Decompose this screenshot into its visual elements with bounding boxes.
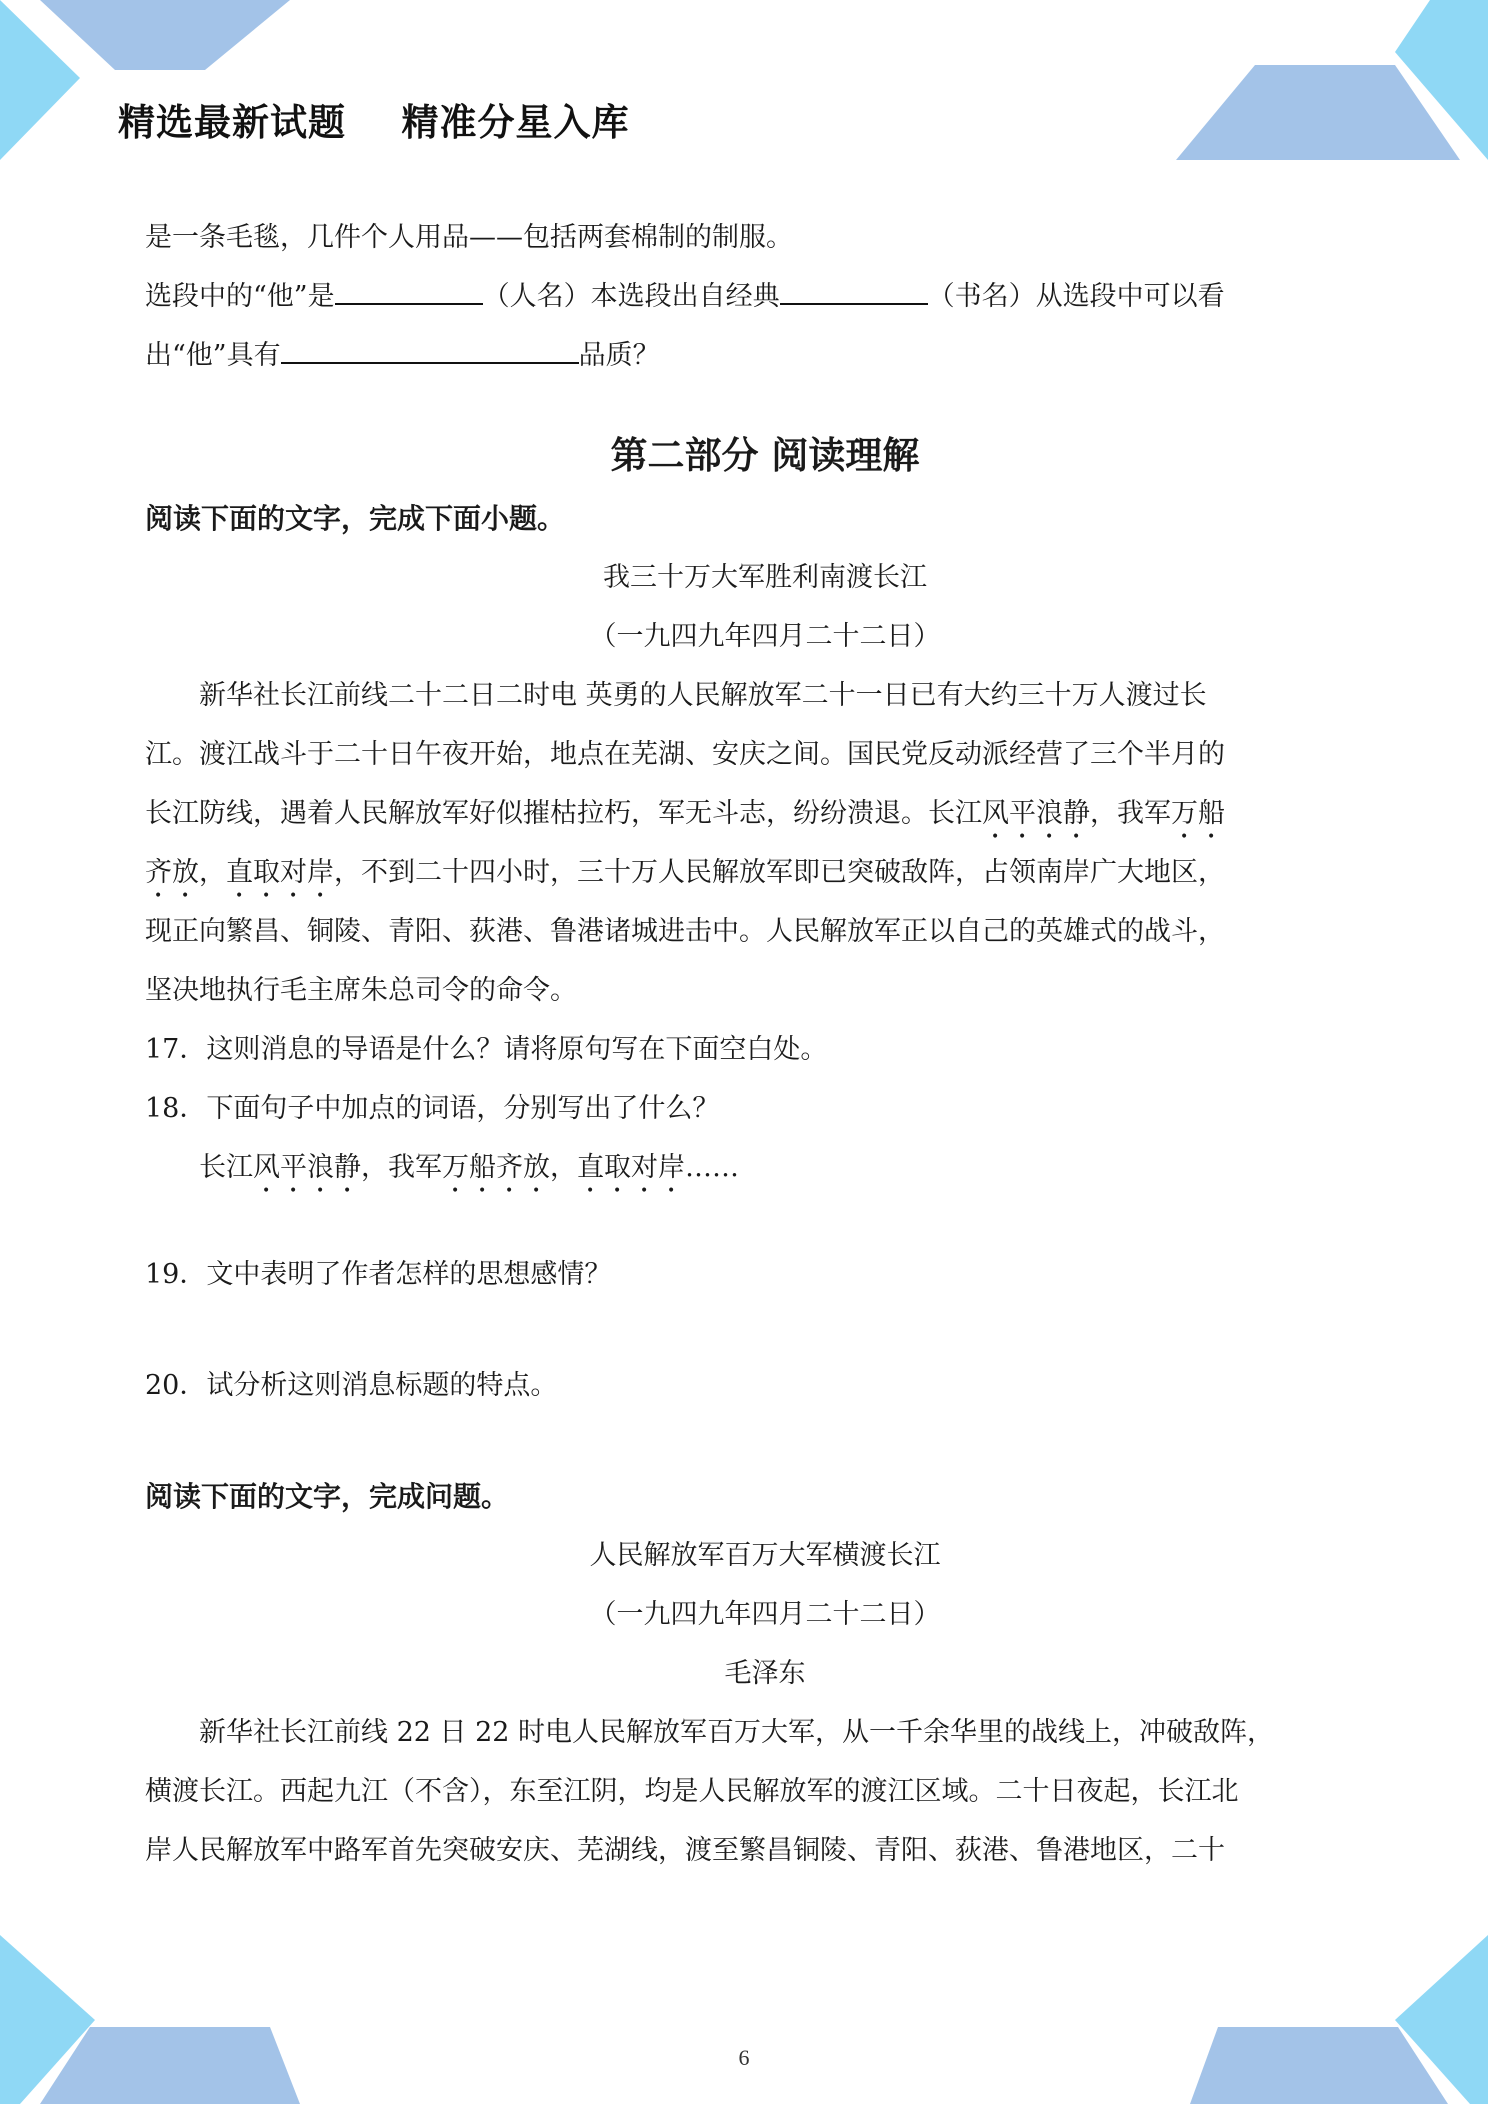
text-segment: 长江防线，遇着人民解放军好似摧枯拉朽，军无斗志，纷纷溃退。长江	[145, 798, 982, 829]
answer-space[interactable]	[145, 1197, 1345, 1245]
question-text: 出“他”具有	[145, 340, 281, 371]
emphasized-phrase: 万船齐放	[442, 1152, 550, 1183]
question-text: 品质？	[578, 340, 660, 371]
answer-blank-book[interactable]	[780, 269, 928, 305]
text-segment: ，我军	[361, 1152, 442, 1183]
article-date: （一九四九年四月二十二日）	[589, 1599, 941, 1630]
question-18-sentence	[145, 1138, 1345, 1197]
emphasized-phrase: 直取对岸	[577, 1152, 685, 1183]
answer-space[interactable]	[145, 1304, 1345, 1356]
text-segment: ，	[550, 1152, 577, 1183]
article-paragraph-line: 现正向繁昌、铜陵、青阳、荻港、鲁港诸城进击中。人民解放军正以自己的英雄式的战斗，	[145, 916, 1225, 947]
question-text: （人名）本选段出自经典	[482, 281, 780, 312]
intro-line: 是一条毛毯，几件个人用品——包括两套棉制的制服。	[145, 222, 793, 253]
section-instruction: 阅读下面的文字，完成下面小题。	[145, 502, 566, 535]
article-paragraph-line: 新华社长江前线 22 日 22 时电人民解放军百万大军，从一千余华里的战线上，冲破敌阵，	[199, 1717, 1275, 1748]
text-segment: ……	[685, 1152, 739, 1183]
question-19: 19．文中表明了作者怎样的思想感情？	[145, 1259, 612, 1290]
page-number: 6	[738, 2045, 750, 2070]
part-title: 第二部分 阅读理解	[610, 434, 920, 477]
answer-blank-name[interactable]	[335, 269, 483, 305]
article-paragraph-line: 岸人民解放军中路军首先突破安庆、芜湖线，渡至繁昌铜陵、青阳、荻港、鲁港地区，二十	[145, 1835, 1225, 1866]
text-segment: 长江	[199, 1152, 253, 1183]
page-content	[145, 208, 1345, 1880]
corner-decoration-bottom	[0, 1935, 1488, 2104]
question-20: 20．试分析这则消息标题的特点。	[145, 1370, 558, 1401]
section-instruction: 阅读下面的文字，完成问题。	[145, 1480, 510, 1513]
article-paragraph-line: 坚决地执行毛主席朱总司令的命令。	[145, 975, 577, 1006]
question-text: 选段中的“他”是	[145, 281, 335, 312]
question-18: 18．下面句子中加点的词语，分别写出了什么？	[145, 1093, 720, 1124]
answer-blank-quality[interactable]	[281, 328, 579, 364]
fill-in-question	[145, 267, 1345, 326]
header-title: 精选最新试题 精准分星入库	[118, 101, 630, 144]
article-paragraph-line	[145, 784, 1345, 843]
article-title: 我三十万大军胜利南渡长江	[603, 562, 927, 593]
fill-in-question	[145, 326, 1345, 385]
article-paragraph-line: 新华社长江前线二十二日二时电 英勇的人民解放军二十一日已有大约三十万人渡过长	[199, 680, 1207, 711]
text-segment: ，	[199, 857, 226, 888]
article-paragraph-line: 江。渡江战斗于二十日午夜开始，地点在芜湖、安庆之间。国民党反动派经营了三个半月的	[145, 739, 1225, 770]
question-text: （书名）从选段中可以看	[927, 281, 1225, 312]
article-paragraph-line	[145, 843, 1345, 902]
article-title: 人民解放军百万大军横渡长江	[589, 1540, 941, 1571]
article-paragraph-line: 横渡长江。西起九江（不含），东至江阴，均是人民解放军的渡江区域。二十日夜起，长江北	[145, 1776, 1239, 1807]
answer-space[interactable]	[145, 1415, 1345, 1467]
text-segment: ，不到二十四小时，三十万人民解放军即已突破敌阵，占领南岸广大地区，	[334, 857, 1225, 888]
emphasized-phrase: 齐放	[145, 857, 199, 888]
emphasized-phrase: 风平浪静	[982, 798, 1090, 829]
emphasized-phrase: 风平浪静	[253, 1152, 361, 1183]
emphasized-phrase: 直取对岸	[226, 857, 334, 888]
emphasized-phrase: 万船	[1171, 798, 1225, 829]
article-author: 毛泽东	[724, 1658, 806, 1689]
question-17: 17．这则消息的导语是什么？请将原句写在下面空白处。	[145, 1034, 828, 1065]
text-segment: ，我军	[1090, 798, 1171, 829]
article-date: （一九四九年四月二十二日）	[589, 621, 941, 652]
